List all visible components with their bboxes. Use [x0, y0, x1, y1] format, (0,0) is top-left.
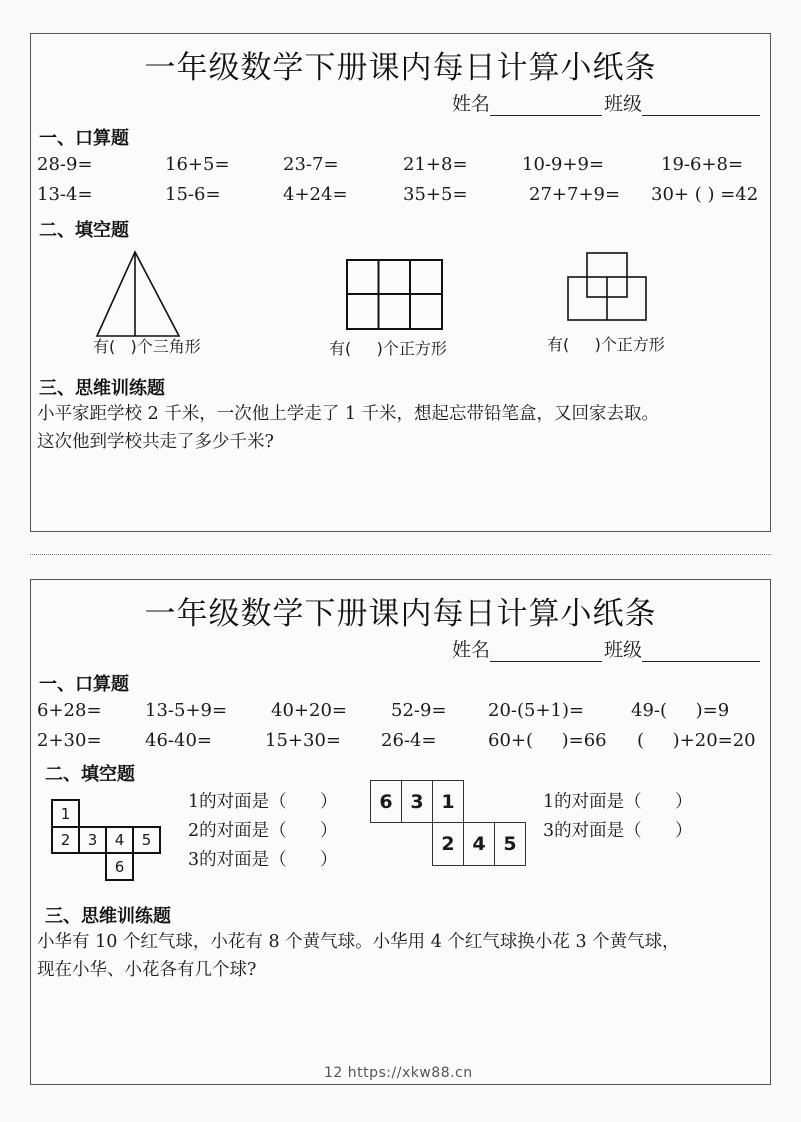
net-cell: 1 — [432, 780, 464, 823]
problem: 49-( )=9 — [631, 700, 730, 721]
problem: 15-6= — [165, 184, 221, 205]
problem: 52-9= — [391, 700, 447, 721]
problem: 13-5+9= — [145, 700, 228, 721]
problem: 2+30= — [37, 730, 102, 751]
name-blank[interactable] — [490, 641, 602, 662]
worksheet-1 — [30, 33, 771, 532]
net-cell: 4 — [105, 826, 134, 854]
opposite-face-question: 3的对面是（ ） — [188, 850, 338, 870]
word-problem-line: 这次他到学校共走了多少千米? — [37, 432, 274, 452]
worksheet-2 — [30, 579, 771, 1085]
problem: 28-9= — [37, 154, 93, 175]
problem: 6+28= — [37, 700, 102, 721]
problem: 40+20= — [271, 700, 347, 721]
problem: 13-4= — [37, 184, 93, 205]
name-label: 姓名 — [451, 639, 490, 661]
word-problem-line: 小华有 10 个红气球，小花有 8 个黄气球。小华用 4 个红气球换小花 3 个黄气球， — [37, 932, 680, 952]
net-cell: 1 — [51, 799, 80, 828]
class-label: 班级 — [603, 93, 642, 115]
overlapping-squares-figure — [31, 34, 772, 533]
net-cell: 5 — [132, 826, 161, 854]
problem: 26-4= — [381, 730, 437, 751]
section-heading-mental-math: 一、口算题 — [39, 674, 129, 695]
opposite-face-question: 1的对面是（ ） — [188, 792, 338, 812]
problem: 20-(5+1)= — [488, 700, 585, 721]
net-cell: 5 — [494, 822, 526, 866]
problem: ( )+20=20 — [637, 730, 756, 751]
problem: 16+5= — [165, 154, 230, 175]
net-cell: 3 — [78, 826, 107, 854]
word-problem-line: 小平家距学校 2 千米，一次他上学走了 1 千米，想起忘带铅笔盒，又回家去取。 — [37, 404, 660, 424]
section-heading-thinking: 三、思维训练题 — [45, 906, 171, 927]
section-heading-fill-blank: 二、填空题 — [45, 764, 135, 785]
square-count-label: 有( )个正方形 — [329, 339, 447, 358]
problem: 23-7= — [283, 154, 339, 175]
problem: 30+ ( ) =42 — [651, 184, 759, 205]
triangle-count-label: 有( )个三角形 — [93, 337, 201, 356]
square-count-label: 有( )个正方形 — [547, 335, 665, 354]
problem: 60+( )=66 — [488, 730, 607, 751]
opposite-face-question: 1的对面是（ ） — [543, 792, 693, 812]
problem: 21+8= — [403, 154, 468, 175]
word-problem-line: 现在小华、小花各有几个球? — [37, 960, 257, 980]
class-blank[interactable] — [642, 641, 760, 662]
section-heading-fill-blank: 二、填空题 — [39, 220, 129, 241]
problem: 35+5= — [403, 184, 468, 205]
opposite-face-question: 3的对面是（ ） — [543, 821, 693, 841]
name-class-row — [452, 635, 762, 662]
problem: 19-6+8= — [661, 154, 744, 175]
problem: 15+30= — [265, 730, 341, 751]
net-cell: 4 — [463, 822, 495, 866]
footer-watermark: 12 https://xkw88.cn — [324, 1065, 473, 1081]
net-cell: 3 — [401, 780, 433, 823]
problem: 10-9+9= — [522, 154, 605, 175]
section-heading-mental-math: 一、口算题 — [39, 128, 129, 149]
problem: 4+24= — [283, 184, 348, 205]
name-label: 姓名 — [451, 93, 490, 115]
net-cell: 6 — [105, 852, 134, 881]
cut-line-divider — [30, 554, 771, 555]
worksheet-title: 一年级数学下册课内每日计算小纸条 — [144, 596, 657, 632]
class-label: 班级 — [603, 639, 642, 661]
problem: 27+7+9= — [529, 184, 621, 205]
problem: 46-40= — [145, 730, 212, 751]
section-heading-thinking: 三、思维训练题 — [39, 378, 165, 399]
opposite-face-question: 2的对面是（ ） — [188, 821, 338, 841]
net-cell: 6 — [370, 780, 402, 823]
worksheet-title: 一年级数学下册课内每日计算小纸条 — [144, 50, 657, 86]
net-cell: 2 — [51, 826, 80, 854]
net-cell: 2 — [432, 822, 464, 866]
